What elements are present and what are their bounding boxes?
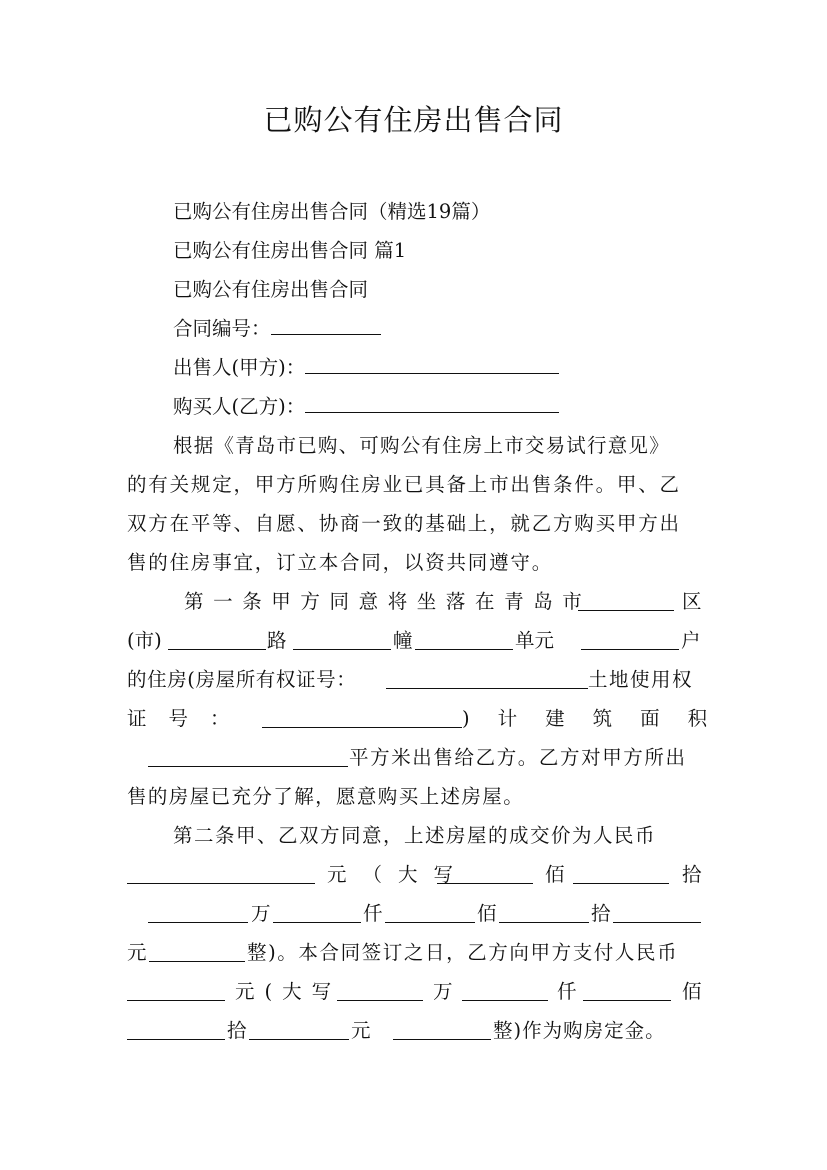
deposit-whole-blank (393, 1022, 491, 1040)
yuan-unit: 元 (127, 941, 147, 964)
ownership-cert-blank (386, 671, 588, 689)
ten-unit: 拾 (682, 863, 702, 886)
hundred2-blank (385, 905, 475, 923)
tenk-unit: 万 (251, 902, 271, 925)
city-label: (市) (127, 629, 162, 652)
land-cert-blank (262, 710, 462, 728)
contract-number-line (173, 317, 747, 341)
district-label: 区 (682, 590, 702, 613)
tenk-blank (148, 905, 248, 923)
buyer-blank (305, 395, 559, 413)
city-district-blank (578, 593, 674, 611)
contract-number-label: 合同编号： (173, 317, 271, 340)
article1-line-6: 售的房屋已充分了解，愿意购买上述房屋。 (127, 785, 525, 808)
preamble-line-4: 售的住房事宜，订立本合同，以资共同遵守。 (127, 551, 554, 574)
price-blank (127, 866, 315, 884)
unit-blank (581, 632, 679, 650)
thousand-blank (273, 905, 361, 923)
buyer-line (173, 395, 747, 419)
deposit-ten-blank (127, 1022, 225, 1040)
deposit-words-label: 元(大写 (235, 980, 342, 1003)
area-label: )计建筑面积 (462, 707, 736, 730)
road-label: 路 (267, 629, 287, 652)
hundred-blank (437, 866, 533, 884)
unit-label: 单元 (515, 629, 555, 652)
document-title: 已购公有住房出售合同 (263, 103, 564, 137)
preamble-line-1: 根据《青岛市已购、可购公有住房上市交易试行意见》 (173, 434, 670, 457)
household-label: 户 (681, 629, 701, 652)
deposit-hundred-blank (583, 983, 671, 1001)
contract-number-blank (271, 317, 381, 335)
article1-text: 第一条甲方同意将坐落在青岛市 (184, 590, 592, 613)
hundred-unit: 佰 (545, 863, 565, 886)
ten-blank (573, 866, 669, 884)
area-sale-text: 平方米出售给乙方。乙方对甲方所出 (349, 746, 687, 769)
price-words-label: 元（大写 (327, 863, 470, 886)
contract-name-line: 已购公有住房出售合同 (173, 278, 369, 301)
area-blank (148, 749, 348, 767)
yuan-blank (613, 905, 701, 923)
section-heading: 已购公有住房出售合同 篇1 (173, 239, 407, 262)
deposit-end-text: 整)作为购房定金。 (493, 1019, 666, 1042)
thousand-unit: 仟 (363, 902, 383, 925)
preamble-line-3: 双方在平等、自愿、协商一致的基础上，就乙方购买甲方出 (127, 512, 681, 535)
deposit-thousand-unit: 仟 (557, 980, 577, 1003)
article2-line-1: 第二条甲、乙双方同意，上述房屋的成交价为人民币 (173, 824, 657, 847)
deposit-text: 整)。本合同签订之日，乙方向甲方支付人民币 (247, 941, 679, 964)
deposit-tenk-blank (337, 983, 423, 1001)
building-blank (415, 632, 513, 650)
hundred2-unit: 佰 (477, 902, 497, 925)
buyer-label: 购买人(乙方)： (173, 395, 306, 418)
building-label: 幢 (393, 629, 413, 652)
road-blank (293, 632, 391, 650)
ownership-cert-label: 的住房(房屋所有权证号： (127, 668, 357, 691)
seller-blank (305, 356, 559, 374)
deposit-yuan-unit: 元 (351, 1019, 371, 1042)
seller-label: 出售人(甲方)： (173, 356, 306, 379)
ten2-unit: 拾 (591, 902, 611, 925)
preamble-line-2: 的有关规定，甲方所购住房业已具备上市出售条件。甲、乙 (127, 473, 681, 496)
deposit-hundred-unit: 佰 (682, 980, 702, 1003)
deposit-ten-unit: 拾 (227, 1019, 247, 1042)
cert-no-label: 证号： (127, 707, 252, 730)
subtitle-line: 已购公有住房出售合同（精选19篇） (173, 200, 491, 223)
deposit-tenk-unit: 万 (433, 980, 453, 1003)
ten2-blank (499, 905, 589, 923)
land-use-label: 土地使用权 (588, 668, 694, 691)
deposit-yuan-blank (249, 1022, 349, 1040)
deposit-blank (127, 983, 225, 1001)
deposit-thousand-blank (462, 983, 548, 1001)
city-blank (168, 632, 266, 650)
whole-blank (149, 944, 245, 962)
seller-line (173, 356, 747, 380)
